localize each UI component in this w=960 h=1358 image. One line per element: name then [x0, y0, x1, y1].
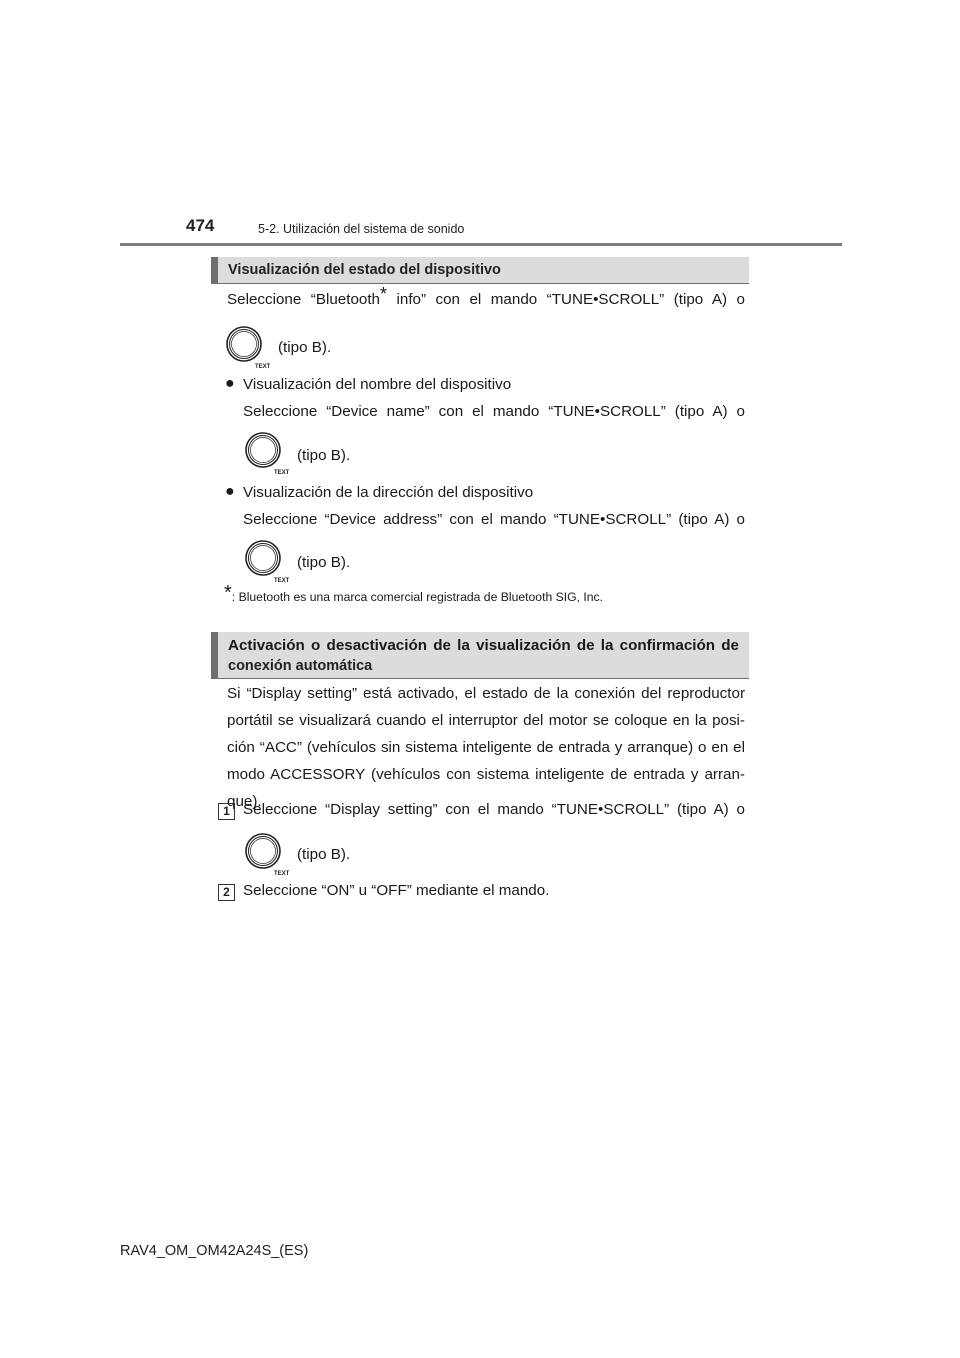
section-title: 5-2. Utilización del sistema de sonido	[258, 222, 465, 236]
step-number-1: 1	[218, 803, 235, 820]
item-instruction-device-address: Seleccione “Device address” con el mando “TUNE•SCROLL” (tipo A) o	[243, 511, 745, 528]
tune-knob-icon	[243, 538, 287, 582]
step-text-2: Seleccione “ON” u “OFF” mediante el mando.	[243, 882, 550, 899]
item-instruction-device-name: Seleccione “Device name” con el mando “TUNE•SCROLL” (tipo A) o	[243, 403, 745, 420]
tipo-b-label: (tipo B).	[297, 554, 351, 571]
header-divider	[120, 243, 842, 246]
item-title-device-address: Visualización de la dirección del dispositivo	[243, 484, 534, 501]
knob-label: TEXT	[255, 364, 270, 370]
section-heading-auto-connection: Activación o desactivación de la visualización de la confirmación de conexión automática	[211, 632, 749, 678]
paragraph-line: que).	[227, 793, 262, 810]
section-heading-device-status: Visualización del estado del dispositivo	[211, 257, 749, 283]
bullet: ●	[225, 375, 235, 392]
tipo-b-label: (tipo B).	[297, 447, 351, 464]
item-title-device-name: Visualización del nombre del dispositivo	[243, 376, 512, 393]
tipo-b-label: (tipo B).	[297, 846, 351, 863]
svg-text:TEXT: TEXT	[274, 871, 289, 877]
paragraph-line: modo ACCESSORY (vehículos con sistema inteligente de entrada y arran-	[227, 766, 745, 783]
document-code: RAV4_OM_OM42A24S_(ES)	[120, 1243, 309, 1259]
bullet: ●	[225, 483, 235, 500]
tune-knob-icon	[243, 831, 287, 875]
footnote: *: Bluetooth es una marca comercial registrada de Bluetooth SIG, Inc.	[224, 582, 604, 604]
step-number-2: 2	[218, 884, 235, 901]
tune-knob-icon	[243, 430, 287, 474]
tune-knob-icon	[224, 324, 268, 368]
paragraph-line: ción “ACC” (vehículos sin sistema inteligente de entrada y arranque) o en el	[227, 739, 745, 756]
step-text-1: Seleccione “Display setting” con el mando “TUNE•SCROLL” (tipo A) o	[243, 801, 745, 818]
tipo-b-label: (tipo B).	[278, 339, 332, 356]
svg-text:TEXT: TEXT	[274, 470, 289, 476]
footnote-marker: *	[380, 284, 388, 304]
page-number: 474	[186, 216, 215, 235]
svg-text:TEXT: TEXT	[274, 578, 289, 584]
paragraph-line: portátil se visualizará cuando el interruptor del motor se coloque en la posi-	[227, 712, 745, 729]
section-heading-rule	[211, 283, 749, 284]
intro-instruction: Seleccione “Bluetooth* info” con el mando “TUNE•SCROLL” (tipo A) o	[227, 284, 745, 308]
section-heading-rule	[211, 678, 749, 679]
paragraph-line: Si “Display setting” está activado, el estado de la conexión del reproductor	[227, 685, 745, 702]
